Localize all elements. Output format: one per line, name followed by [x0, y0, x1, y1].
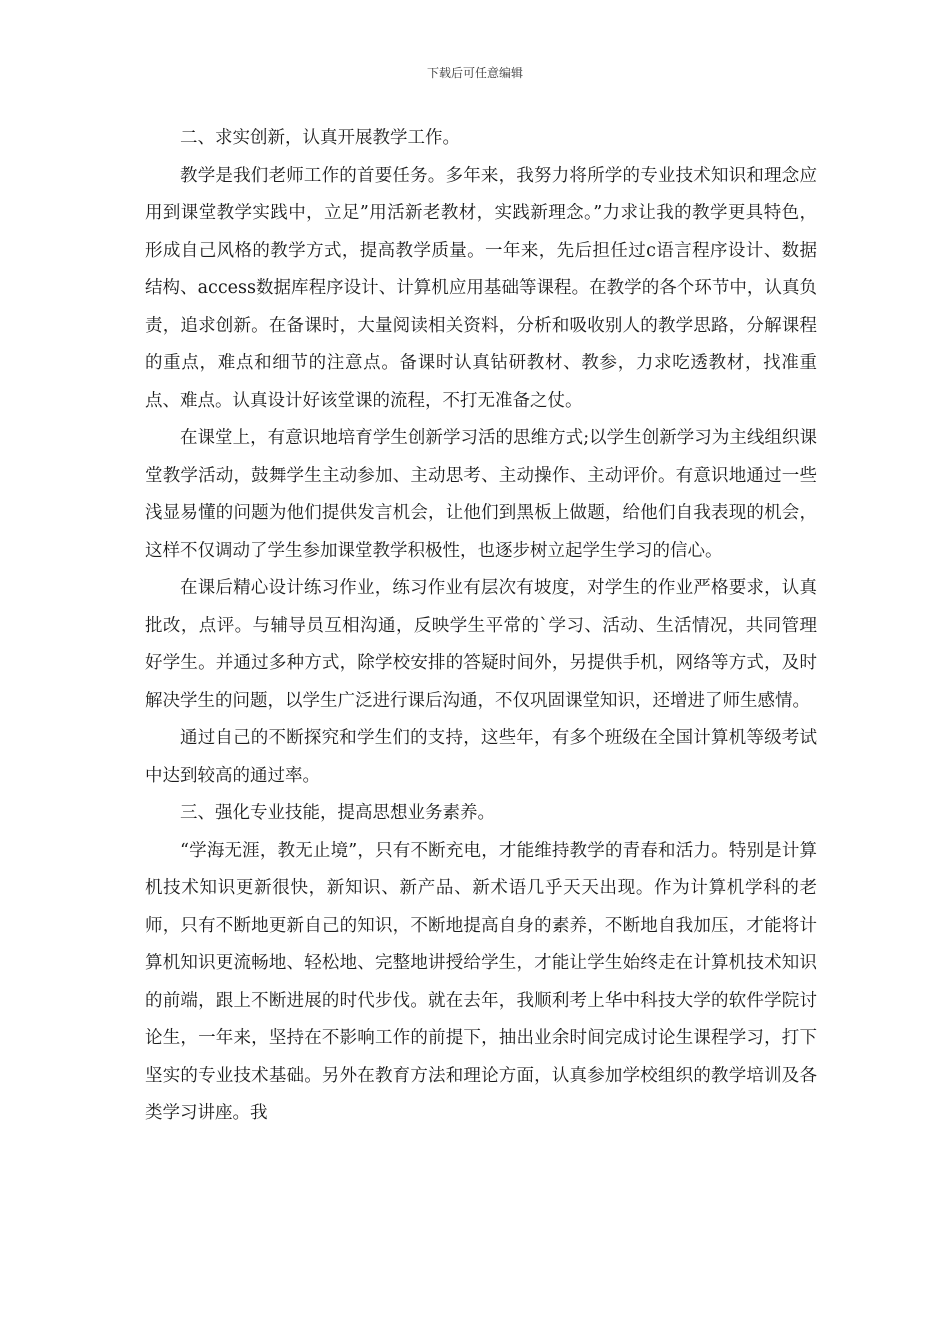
paragraph-classroom: 在课堂上，有意识地培育学生创新学习活的思维方式;以学生创新学习为主线组织课堂教学活动，鼓舞学生主动参加、主动思考、主动操作、主动评价。有意识地通过一些浅显易懂的问题为他们提供发言机会，让他们到黑板上做题，给他们自我表现的机会，这样不仅调动了学生参加课堂教学积极性，也逐步树立起学生学习的信心。	[145, 428, 817, 561]
document-body	[145, 120, 817, 1133]
paragraph-homework: 在课后精心设计练习作业，练习作业有层次有坡度，对学生的作业严格要求，认真批改，点评。与辅导员互相沟通，反映学生平常的`学习、活动、生活情况，共同管理好学生。并通过多种方式，除学校安排的答疑时间外，另提供手机，网络等方式，及时解决学生的问题，以学生广泛进行课后沟通，不仅巩固课堂知识，还增进了师生感情。	[145, 578, 817, 711]
paragraph-teaching: 教学是我们老师工作的首要任务。多年来，我努力将所学的专业技术知识和理念应用到课堂教学实践中，立足”用活新老教材，实践新理念。”力求让我的教学更具特色，形成自己风格的教学方式，提高教学质量。一年来，先后担任过c语言程序设计、数据结构、access数据库程序设计、计算机应用基础等课程。在教学的各个环节中，认真负责，追求创新。在备课时，大量阅读相关资料，分析和吸收别人的教学思路，分解课程的重点，难点和细节的注意点。备课时认真钻研教材、教参，力求吃透教材，找准重点、难点。认真设计好该堂课的流程，不打无准备之仗。	[145, 165, 817, 411]
paragraph-skills: “学海无涯，教无止境”，只有不断充电，才能维持教学的青春和活力。特别是计算机技术知识更新很快，新知识、新产品、新术语几乎天天出现。作为计算机学科的老师，只有不断地更新自己的知识，不断地提高自身的素养，不断地自我加压，才能将计算机知识更流畅地、轻松地、完整地讲授给学生，才能让学生始终走在计算机技术知识的前端，跟上不断进展的时代步伐。就在去年，我顺利考上华中科技大学的软件学院讨论生，一年来，坚持在不影响工作的前提下，抽出业余时间完成讨论生课程学习，打下坚实的专业技术基础。另外在教育方法和理论方面，认真参加学校组织的教学培训及各类学习讲座。我	[145, 840, 817, 1123]
section-heading-3: 三、强化专业技能，提高思想业务素养。	[180, 803, 495, 823]
page-header: 下载后可任意编辑	[426, 66, 523, 80]
paragraph-results: 通过自己的不断探究和学生们的支持，这些年，有多个班级在全国计算机等级考试中达到较高的通过率。	[145, 728, 817, 786]
section-heading-2: 二、求实创新，认真开展教学工作。	[180, 128, 460, 148]
